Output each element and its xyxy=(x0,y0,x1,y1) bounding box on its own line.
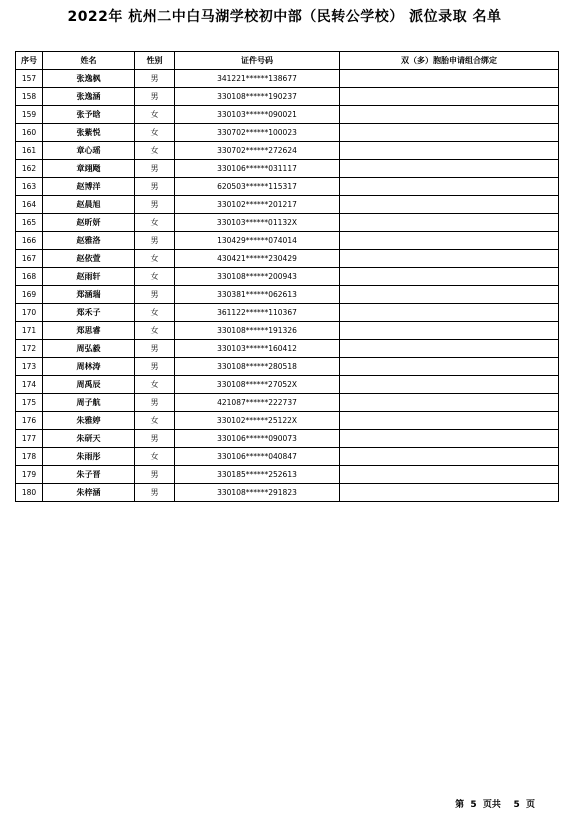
cell-gender: 女 xyxy=(135,142,175,160)
table-row xyxy=(16,466,559,484)
cell-name: 赵雨轩 xyxy=(43,268,135,286)
cell-twin-binding xyxy=(340,178,559,196)
cell-id-number: 330108******280518 xyxy=(175,358,340,376)
cell-serial-number: 167 xyxy=(16,250,43,268)
cell-twin-binding xyxy=(340,304,559,322)
cell-id-number: 330702******100023 xyxy=(175,124,340,142)
cell-serial-number: 174 xyxy=(16,376,43,394)
cell-name: 章心瑶 xyxy=(43,142,135,160)
cell-twin-binding xyxy=(340,232,559,250)
cell-twin-binding xyxy=(340,106,559,124)
cell-id-number: 330106******090073 xyxy=(175,430,340,448)
cell-twin-binding xyxy=(340,430,559,448)
cell-serial-number: 158 xyxy=(16,88,43,106)
cell-twin-binding xyxy=(340,394,559,412)
cell-name: 赵博洋 xyxy=(43,178,135,196)
cell-twin-binding xyxy=(340,412,559,430)
table-header-row xyxy=(16,52,559,70)
cell-name: 朱雅婷 xyxy=(43,412,135,430)
cell-serial-number: 170 xyxy=(16,304,43,322)
admission-table xyxy=(15,51,559,502)
cell-name: 赵昕妍 xyxy=(43,214,135,232)
cell-gender: 男 xyxy=(135,394,175,412)
cell-name: 朱研天 xyxy=(43,430,135,448)
cell-serial-number: 157 xyxy=(16,70,43,88)
table-row xyxy=(16,430,559,448)
cell-gender: 男 xyxy=(135,178,175,196)
cell-name: 赵晨旭 xyxy=(43,196,135,214)
cell-twin-binding xyxy=(340,322,559,340)
cell-name: 张逸枫 xyxy=(43,70,135,88)
table-body xyxy=(16,70,559,502)
cell-name: 张予晗 xyxy=(43,106,135,124)
header-gender: 性别 xyxy=(135,52,175,70)
cell-name: 郑思睿 xyxy=(43,322,135,340)
cell-twin-binding xyxy=(340,142,559,160)
cell-twin-binding xyxy=(340,358,559,376)
cell-gender: 女 xyxy=(135,448,175,466)
cell-id-number: 330381******062613 xyxy=(175,286,340,304)
table-row xyxy=(16,214,559,232)
header-name: 姓名 xyxy=(43,52,135,70)
cell-id-number: 330702******272624 xyxy=(175,142,340,160)
cell-name: 章翊飏 xyxy=(43,160,135,178)
cell-id-number: 330103******01132X xyxy=(175,214,340,232)
table-row xyxy=(16,70,559,88)
table-row xyxy=(16,178,559,196)
table-row xyxy=(16,250,559,268)
table-row xyxy=(16,304,559,322)
cell-twin-binding xyxy=(340,376,559,394)
page-title: 2022年 杭州二中白马湖学校初中部（民转公学校） 派位录取 名单 xyxy=(67,9,502,25)
cell-serial-number: 180 xyxy=(16,484,43,502)
table-row xyxy=(16,268,559,286)
cell-gender: 女 xyxy=(135,304,175,322)
cell-id-number: 330108******27052X xyxy=(175,376,340,394)
cell-serial-number: 162 xyxy=(16,160,43,178)
cell-name: 郑涵瑞 xyxy=(43,286,135,304)
cell-name: 张逸涵 xyxy=(43,88,135,106)
cell-serial-number: 159 xyxy=(16,106,43,124)
cell-gender: 男 xyxy=(135,70,175,88)
cell-serial-number: 160 xyxy=(16,124,43,142)
cell-serial-number: 172 xyxy=(16,340,43,358)
cell-gender: 男 xyxy=(135,484,175,502)
table-row xyxy=(16,358,559,376)
cell-gender: 女 xyxy=(135,250,175,268)
cell-serial-number: 173 xyxy=(16,358,43,376)
cell-gender: 男 xyxy=(135,88,175,106)
cell-gender: 女 xyxy=(135,376,175,394)
cell-name: 周林涛 xyxy=(43,358,135,376)
cell-serial-number: 169 xyxy=(16,286,43,304)
table-row xyxy=(16,412,559,430)
table-row xyxy=(16,394,559,412)
cell-twin-binding xyxy=(340,484,559,502)
header-id-number: 证件号码 xyxy=(175,52,340,70)
cell-gender: 女 xyxy=(135,412,175,430)
cell-gender: 男 xyxy=(135,232,175,250)
cell-id-number: 330106******040847 xyxy=(175,448,340,466)
cell-gender: 女 xyxy=(135,124,175,142)
cell-twin-binding xyxy=(340,340,559,358)
cell-id-number: 330106******031117 xyxy=(175,160,340,178)
cell-id-number: 330103******160412 xyxy=(175,340,340,358)
table-row xyxy=(16,448,559,466)
cell-id-number: 330108******191326 xyxy=(175,322,340,340)
cell-serial-number: 168 xyxy=(16,268,43,286)
cell-serial-number: 176 xyxy=(16,412,43,430)
cell-name: 朱雨彤 xyxy=(43,448,135,466)
table-row xyxy=(16,286,559,304)
cell-name: 郑禾子 xyxy=(43,304,135,322)
cell-twin-binding xyxy=(340,466,559,484)
table-row xyxy=(16,88,559,106)
cell-gender: 男 xyxy=(135,340,175,358)
cell-id-number: 341221******138677 xyxy=(175,70,340,88)
cell-gender: 男 xyxy=(135,466,175,484)
cell-id-number: 330108******200943 xyxy=(175,268,340,286)
cell-id-number: 330108******190237 xyxy=(175,88,340,106)
cell-twin-binding xyxy=(340,268,559,286)
cell-serial-number: 177 xyxy=(16,430,43,448)
cell-serial-number: 164 xyxy=(16,196,43,214)
cell-twin-binding xyxy=(340,196,559,214)
cell-serial-number: 165 xyxy=(16,214,43,232)
table-row xyxy=(16,124,559,142)
cell-name: 赵依萱 xyxy=(43,250,135,268)
cell-id-number: 330102******25122X xyxy=(175,412,340,430)
cell-gender: 女 xyxy=(135,322,175,340)
table-row xyxy=(16,340,559,358)
cell-id-number: 620503******115317 xyxy=(175,178,340,196)
cell-name: 周弘毅 xyxy=(43,340,135,358)
cell-gender: 男 xyxy=(135,160,175,178)
table-row xyxy=(16,142,559,160)
table-row xyxy=(16,322,559,340)
cell-serial-number: 163 xyxy=(16,178,43,196)
cell-serial-number: 166 xyxy=(16,232,43,250)
cell-id-number: 330185******252613 xyxy=(175,466,340,484)
cell-name: 朱梓涵 xyxy=(43,484,135,502)
cell-twin-binding xyxy=(340,88,559,106)
cell-serial-number: 175 xyxy=(16,394,43,412)
table-row xyxy=(16,232,559,250)
cell-id-number: 430421******230429 xyxy=(175,250,340,268)
cell-gender: 男 xyxy=(135,286,175,304)
cell-serial-number: 179 xyxy=(16,466,43,484)
cell-gender: 女 xyxy=(135,106,175,124)
cell-id-number: 330103******090021 xyxy=(175,106,340,124)
cell-twin-binding xyxy=(340,214,559,232)
cell-id-number: 330108******291823 xyxy=(175,484,340,502)
cell-twin-binding xyxy=(340,250,559,268)
cell-gender: 男 xyxy=(135,196,175,214)
cell-gender: 男 xyxy=(135,358,175,376)
cell-name: 张紫悦 xyxy=(43,124,135,142)
cell-twin-binding xyxy=(340,124,559,142)
table-row xyxy=(16,196,559,214)
page-number: 第 5 页共 5 页 xyxy=(455,800,535,810)
table-row xyxy=(16,106,559,124)
cell-id-number: 130429******074014 xyxy=(175,232,340,250)
cell-serial-number: 178 xyxy=(16,448,43,466)
cell-name: 周禹辰 xyxy=(43,376,135,394)
cell-name: 朱子晋 xyxy=(43,466,135,484)
cell-name: 赵雅洛 xyxy=(43,232,135,250)
cell-gender: 男 xyxy=(135,430,175,448)
cell-id-number: 330102******201217 xyxy=(175,196,340,214)
cell-twin-binding xyxy=(340,160,559,178)
cell-id-number: 421087******222737 xyxy=(175,394,340,412)
header-serial-number: 序号 xyxy=(16,52,43,70)
cell-name: 周子航 xyxy=(43,394,135,412)
cell-twin-binding xyxy=(340,70,559,88)
cell-gender: 女 xyxy=(135,268,175,286)
table-row xyxy=(16,160,559,178)
header-twin-binding: 双（多）胞胎申请组合绑定 xyxy=(340,52,559,70)
cell-gender: 女 xyxy=(135,214,175,232)
cell-serial-number: 171 xyxy=(16,322,43,340)
table-row xyxy=(16,484,559,502)
cell-id-number: 361122******110367 xyxy=(175,304,340,322)
cell-twin-binding xyxy=(340,448,559,466)
table-row xyxy=(16,376,559,394)
cell-twin-binding xyxy=(340,286,559,304)
cell-serial-number: 161 xyxy=(16,142,43,160)
